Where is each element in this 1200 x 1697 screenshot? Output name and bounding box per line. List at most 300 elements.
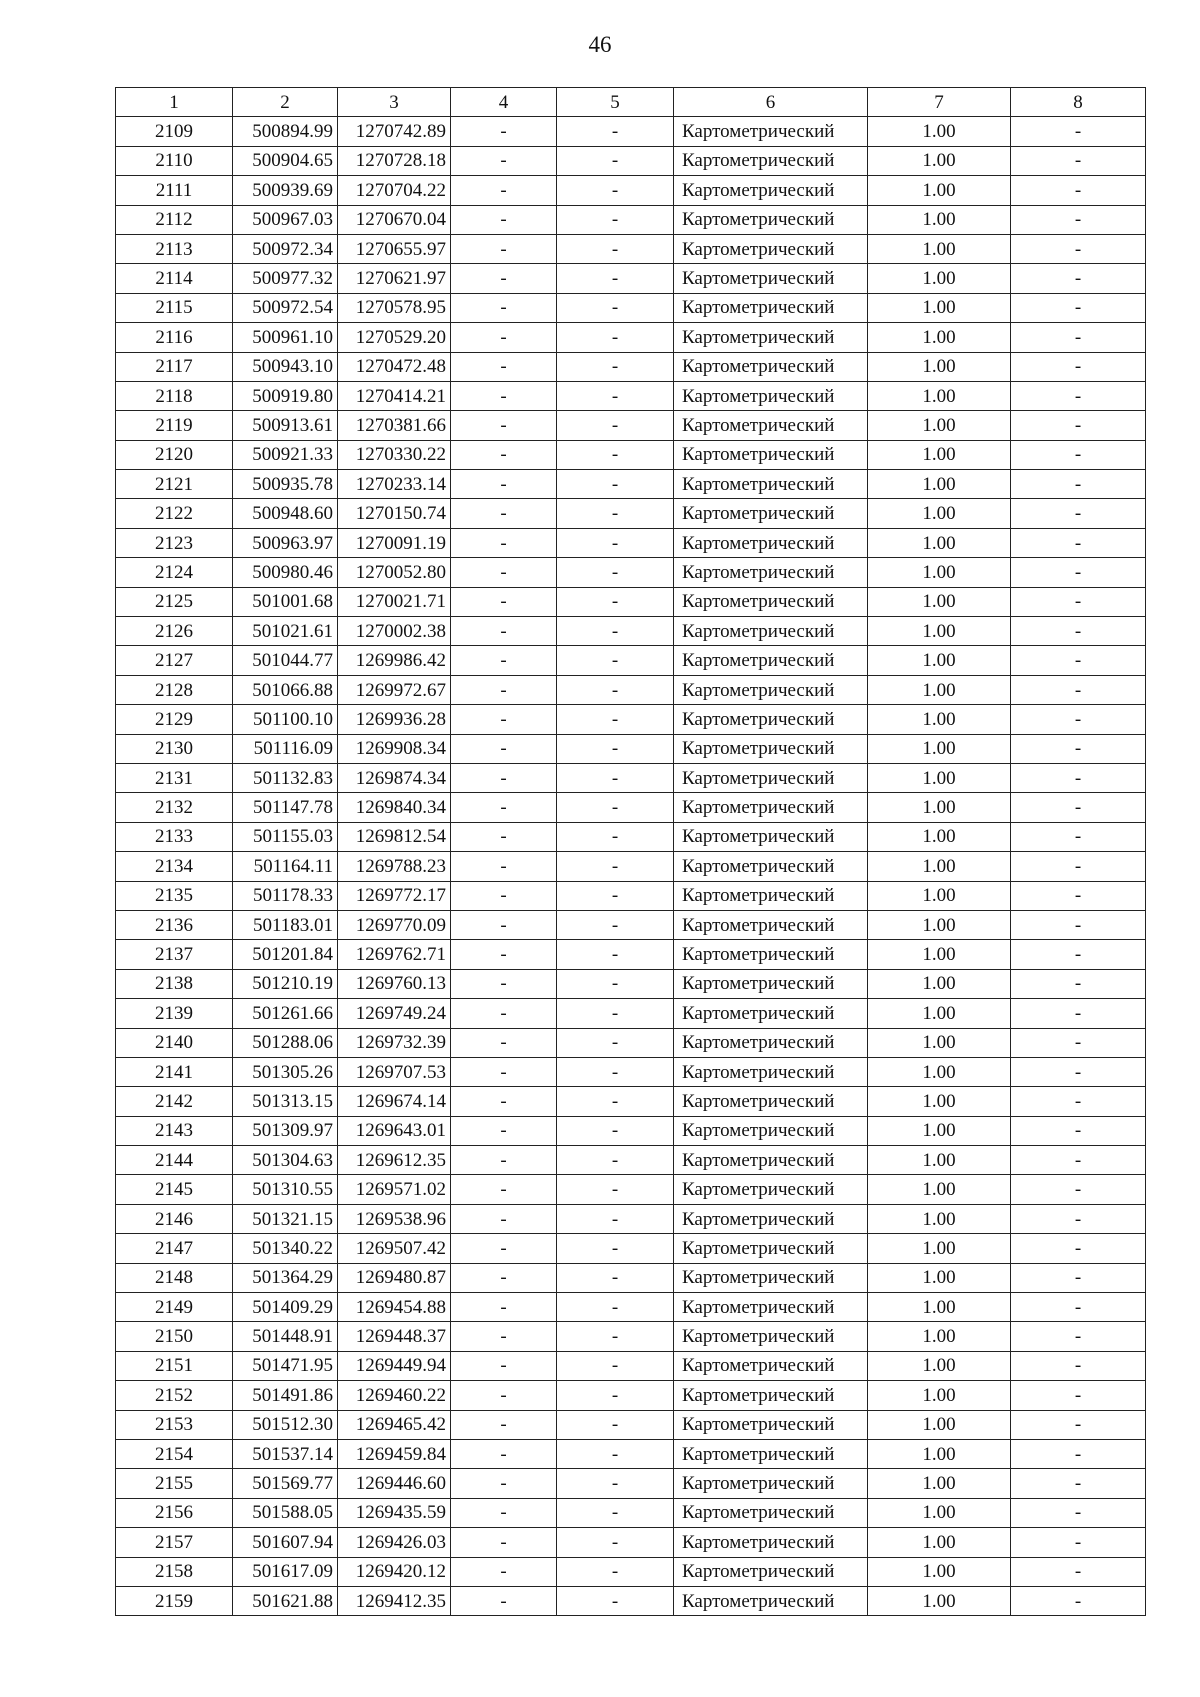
cell-accuracy: 1.00 xyxy=(868,117,1011,146)
cell-col-4: - xyxy=(451,352,557,381)
table-row xyxy=(116,558,1146,587)
cell-point-number: 2159 xyxy=(116,1586,233,1615)
cell-y-coordinate: 1270021.71 xyxy=(338,587,451,616)
cell-col-5: - xyxy=(557,1498,674,1527)
cell-method: Картометрический xyxy=(674,264,868,293)
table-row xyxy=(116,881,1146,910)
table-row xyxy=(116,528,1146,557)
table-row xyxy=(116,1381,1146,1410)
cell-y-coordinate: 1269480.87 xyxy=(338,1263,451,1292)
cell-method: Картометрический xyxy=(674,1204,868,1233)
cell-x-coordinate: 501471.95 xyxy=(233,1351,338,1380)
cell-col-4: - xyxy=(451,1204,557,1233)
cell-col-5: - xyxy=(557,1087,674,1116)
cell-y-coordinate: 1269840.34 xyxy=(338,793,451,822)
cell-y-coordinate: 1270728.18 xyxy=(338,146,451,175)
cell-point-number: 2113 xyxy=(116,234,233,263)
cell-col-5: - xyxy=(557,646,674,675)
cell-x-coordinate: 500980.46 xyxy=(233,558,338,587)
cell-col-4: - xyxy=(451,1586,557,1615)
table-row xyxy=(116,176,1146,205)
cell-accuracy: 1.00 xyxy=(868,1322,1011,1351)
cell-method: Картометрический xyxy=(674,1381,868,1410)
table-row xyxy=(116,822,1146,851)
table-row xyxy=(116,675,1146,704)
cell-point-number: 2131 xyxy=(116,763,233,792)
table-row xyxy=(116,1263,1146,1292)
cell-accuracy: 1.00 xyxy=(868,470,1011,499)
cell-y-coordinate: 1269465.42 xyxy=(338,1410,451,1439)
cell-x-coordinate: 500963.97 xyxy=(233,528,338,557)
cell-method: Картометрический xyxy=(674,146,868,175)
cell-x-coordinate: 501617.09 xyxy=(233,1557,338,1586)
cell-y-coordinate: 1269507.42 xyxy=(338,1234,451,1263)
cell-method: Картометрический xyxy=(674,176,868,205)
cell-point-number: 2154 xyxy=(116,1439,233,1468)
cell-col-8: - xyxy=(1011,910,1146,939)
header-cell-1: 1 xyxy=(116,88,233,117)
cell-col-5: - xyxy=(557,852,674,881)
cell-point-number: 2110 xyxy=(116,146,233,175)
cell-point-number: 2149 xyxy=(116,1293,233,1322)
cell-y-coordinate: 1270381.66 xyxy=(338,411,451,440)
table-row xyxy=(116,1410,1146,1439)
cell-accuracy: 1.00 xyxy=(868,1293,1011,1322)
cell-col-4: - xyxy=(451,1557,557,1586)
cell-x-coordinate: 501309.97 xyxy=(233,1116,338,1145)
cell-col-4: - xyxy=(451,117,557,146)
table-row xyxy=(116,1351,1146,1380)
cell-y-coordinate: 1270414.21 xyxy=(338,381,451,410)
cell-y-coordinate: 1269448.37 xyxy=(338,1322,451,1351)
cell-point-number: 2112 xyxy=(116,205,233,234)
cell-col-8: - xyxy=(1011,940,1146,969)
cell-x-coordinate: 501210.19 xyxy=(233,969,338,998)
cell-x-coordinate: 500972.34 xyxy=(233,234,338,263)
table-row xyxy=(116,1204,1146,1233)
cell-y-coordinate: 1270150.74 xyxy=(338,499,451,528)
cell-method: Картометрический xyxy=(674,1498,868,1527)
cell-method: Картометрический xyxy=(674,1322,868,1351)
table-row xyxy=(116,411,1146,440)
cell-point-number: 2137 xyxy=(116,940,233,969)
table-row xyxy=(116,1293,1146,1322)
cell-col-5: - xyxy=(557,675,674,704)
cell-col-8: - xyxy=(1011,1322,1146,1351)
cell-x-coordinate: 501164.11 xyxy=(233,852,338,881)
cell-x-coordinate: 500943.10 xyxy=(233,352,338,381)
cell-col-8: - xyxy=(1011,440,1146,469)
cell-point-number: 2126 xyxy=(116,617,233,646)
cell-accuracy: 1.00 xyxy=(868,499,1011,528)
cell-point-number: 2121 xyxy=(116,470,233,499)
cell-x-coordinate: 501178.33 xyxy=(233,881,338,910)
cell-col-5: - xyxy=(557,293,674,322)
cell-accuracy: 1.00 xyxy=(868,1057,1011,1086)
cell-col-4: - xyxy=(451,1057,557,1086)
cell-col-5: - xyxy=(557,558,674,587)
table-row xyxy=(116,1116,1146,1145)
cell-col-4: - xyxy=(451,1528,557,1557)
cell-accuracy: 1.00 xyxy=(868,822,1011,851)
cell-accuracy: 1.00 xyxy=(868,646,1011,675)
cell-col-5: - xyxy=(557,1116,674,1145)
cell-y-coordinate: 1269612.35 xyxy=(338,1146,451,1175)
table-row xyxy=(116,1028,1146,1057)
table-row xyxy=(116,1439,1146,1468)
cell-col-8: - xyxy=(1011,617,1146,646)
table-row xyxy=(116,205,1146,234)
cell-col-5: - xyxy=(557,1293,674,1322)
cell-col-5: - xyxy=(557,969,674,998)
header-cell-6: 6 xyxy=(674,88,868,117)
cell-col-8: - xyxy=(1011,1057,1146,1086)
cell-accuracy: 1.00 xyxy=(868,558,1011,587)
table-row xyxy=(116,499,1146,528)
cell-col-5: - xyxy=(557,793,674,822)
cell-y-coordinate: 1269459.84 xyxy=(338,1439,451,1468)
cell-accuracy: 1.00 xyxy=(868,1557,1011,1586)
cell-accuracy: 1.00 xyxy=(868,205,1011,234)
cell-point-number: 2116 xyxy=(116,323,233,352)
cell-col-5: - xyxy=(557,352,674,381)
cell-col-5: - xyxy=(557,1146,674,1175)
cell-col-4: - xyxy=(451,1381,557,1410)
cell-col-4: - xyxy=(451,499,557,528)
cell-col-4: - xyxy=(451,852,557,881)
cell-y-coordinate: 1269749.24 xyxy=(338,999,451,1028)
table-row xyxy=(116,117,1146,146)
cell-y-coordinate: 1269446.60 xyxy=(338,1469,451,1498)
cell-col-8: - xyxy=(1011,1410,1146,1439)
cell-col-8: - xyxy=(1011,352,1146,381)
cell-accuracy: 1.00 xyxy=(868,1410,1011,1439)
cell-col-4: - xyxy=(451,1351,557,1380)
cell-col-8: - xyxy=(1011,1146,1146,1175)
cell-x-coordinate: 501512.30 xyxy=(233,1410,338,1439)
cell-col-4: - xyxy=(451,1146,557,1175)
cell-accuracy: 1.00 xyxy=(868,763,1011,792)
cell-col-4: - xyxy=(451,470,557,499)
cell-point-number: 2117 xyxy=(116,352,233,381)
cell-y-coordinate: 1269770.09 xyxy=(338,910,451,939)
cell-col-4: - xyxy=(451,558,557,587)
cell-y-coordinate: 1269674.14 xyxy=(338,1087,451,1116)
cell-col-4: - xyxy=(451,1028,557,1057)
cell-method: Картометрический xyxy=(674,352,868,381)
cell-point-number: 2142 xyxy=(116,1087,233,1116)
cell-y-coordinate: 1269571.02 xyxy=(338,1175,451,1204)
cell-col-5: - xyxy=(557,1381,674,1410)
cell-col-8: - xyxy=(1011,1263,1146,1292)
cell-col-4: - xyxy=(451,763,557,792)
table-row xyxy=(116,293,1146,322)
cell-col-5: - xyxy=(557,323,674,352)
cell-method: Картометрический xyxy=(674,1057,868,1086)
cell-x-coordinate: 500904.65 xyxy=(233,146,338,175)
cell-accuracy: 1.00 xyxy=(868,146,1011,175)
cell-accuracy: 1.00 xyxy=(868,1439,1011,1468)
cell-col-8: - xyxy=(1011,558,1146,587)
cell-col-4: - xyxy=(451,1175,557,1204)
cell-accuracy: 1.00 xyxy=(868,1028,1011,1057)
cell-col-4: - xyxy=(451,176,557,205)
cell-method: Картометрический xyxy=(674,1528,868,1557)
cell-accuracy: 1.00 xyxy=(868,176,1011,205)
cell-col-4: - xyxy=(451,323,557,352)
cell-col-8: - xyxy=(1011,1175,1146,1204)
cell-method: Картометрический xyxy=(674,763,868,792)
cell-col-8: - xyxy=(1011,176,1146,205)
cell-method: Картометрический xyxy=(674,1116,868,1145)
cell-point-number: 2118 xyxy=(116,381,233,410)
cell-col-4: - xyxy=(451,264,557,293)
cell-col-5: - xyxy=(557,940,674,969)
table-row xyxy=(116,381,1146,410)
cell-col-4: - xyxy=(451,1234,557,1263)
cell-y-coordinate: 1270233.14 xyxy=(338,470,451,499)
cell-x-coordinate: 500913.61 xyxy=(233,411,338,440)
cell-col-8: - xyxy=(1011,1351,1146,1380)
header-cell-2: 2 xyxy=(233,88,338,117)
cell-method: Картометрический xyxy=(674,793,868,822)
table-header xyxy=(116,88,1146,117)
cell-method: Картометрический xyxy=(674,910,868,939)
cell-method: Картометрический xyxy=(674,323,868,352)
cell-accuracy: 1.00 xyxy=(868,1116,1011,1145)
cell-col-8: - xyxy=(1011,117,1146,146)
table-row xyxy=(116,763,1146,792)
cell-x-coordinate: 501569.77 xyxy=(233,1469,338,1498)
cell-col-8: - xyxy=(1011,1087,1146,1116)
cell-method: Картометрический xyxy=(674,528,868,557)
cell-col-5: - xyxy=(557,499,674,528)
cell-x-coordinate: 501313.15 xyxy=(233,1087,338,1116)
cell-point-number: 2144 xyxy=(116,1146,233,1175)
cell-y-coordinate: 1269788.23 xyxy=(338,852,451,881)
table-row xyxy=(116,1528,1146,1557)
cell-col-5: - xyxy=(557,999,674,1028)
cell-point-number: 2115 xyxy=(116,293,233,322)
table-row xyxy=(116,940,1146,969)
cell-col-5: - xyxy=(557,411,674,440)
cell-point-number: 2139 xyxy=(116,999,233,1028)
cell-method: Картометрический xyxy=(674,999,868,1028)
table-row xyxy=(116,705,1146,734)
table-row xyxy=(116,1175,1146,1204)
cell-x-coordinate: 501183.01 xyxy=(233,910,338,939)
cell-y-coordinate: 1269449.94 xyxy=(338,1351,451,1380)
cell-col-8: - xyxy=(1011,205,1146,234)
cell-point-number: 2145 xyxy=(116,1175,233,1204)
cell-method: Картометрический xyxy=(674,117,868,146)
cell-col-8: - xyxy=(1011,499,1146,528)
cell-col-5: - xyxy=(557,617,674,646)
cell-method: Картометрический xyxy=(674,1293,868,1322)
cell-col-5: - xyxy=(557,1469,674,1498)
cell-x-coordinate: 501409.29 xyxy=(233,1293,338,1322)
cell-col-5: - xyxy=(557,1204,674,1233)
cell-col-8: - xyxy=(1011,1557,1146,1586)
cell-col-8: - xyxy=(1011,264,1146,293)
cell-method: Картометрический xyxy=(674,734,868,763)
cell-col-5: - xyxy=(557,734,674,763)
cell-col-4: - xyxy=(451,1410,557,1439)
cell-point-number: 2155 xyxy=(116,1469,233,1498)
cell-point-number: 2152 xyxy=(116,1381,233,1410)
cell-accuracy: 1.00 xyxy=(868,587,1011,616)
cell-x-coordinate: 501491.86 xyxy=(233,1381,338,1410)
cell-x-coordinate: 501448.91 xyxy=(233,1322,338,1351)
cell-col-8: - xyxy=(1011,999,1146,1028)
cell-col-8: - xyxy=(1011,1116,1146,1145)
cell-point-number: 2132 xyxy=(116,793,233,822)
cell-x-coordinate: 501132.83 xyxy=(233,763,338,792)
table-row xyxy=(116,999,1146,1028)
cell-x-coordinate: 501305.26 xyxy=(233,1057,338,1086)
cell-col-5: - xyxy=(557,1028,674,1057)
cell-point-number: 2148 xyxy=(116,1263,233,1292)
cell-col-8: - xyxy=(1011,763,1146,792)
cell-col-5: - xyxy=(557,205,674,234)
cell-col-8: - xyxy=(1011,293,1146,322)
cell-col-4: - xyxy=(451,969,557,998)
cell-col-5: - xyxy=(557,176,674,205)
cell-method: Картометрический xyxy=(674,234,868,263)
table-row xyxy=(116,1146,1146,1175)
cell-accuracy: 1.00 xyxy=(868,734,1011,763)
cell-point-number: 2124 xyxy=(116,558,233,587)
cell-col-5: - xyxy=(557,1351,674,1380)
cell-point-number: 2143 xyxy=(116,1116,233,1145)
cell-point-number: 2146 xyxy=(116,1204,233,1233)
cell-col-8: - xyxy=(1011,411,1146,440)
cell-col-5: - xyxy=(557,117,674,146)
cell-col-5: - xyxy=(557,234,674,263)
cell-point-number: 2125 xyxy=(116,587,233,616)
cell-accuracy: 1.00 xyxy=(868,1586,1011,1615)
cell-x-coordinate: 501147.78 xyxy=(233,793,338,822)
cell-x-coordinate: 501537.14 xyxy=(233,1439,338,1468)
cell-method: Картометрический xyxy=(674,852,868,881)
cell-col-8: - xyxy=(1011,1204,1146,1233)
cell-point-number: 2123 xyxy=(116,528,233,557)
table-row xyxy=(116,1586,1146,1615)
table-row xyxy=(116,1557,1146,1586)
cell-method: Картометрический xyxy=(674,969,868,998)
cell-col-8: - xyxy=(1011,969,1146,998)
cell-x-coordinate: 501304.63 xyxy=(233,1146,338,1175)
cell-point-number: 2114 xyxy=(116,264,233,293)
cell-col-4: - xyxy=(451,411,557,440)
cell-point-number: 2109 xyxy=(116,117,233,146)
cell-x-coordinate: 501116.09 xyxy=(233,734,338,763)
cell-x-coordinate: 501021.61 xyxy=(233,617,338,646)
header-cell-8: 8 xyxy=(1011,88,1146,117)
cell-accuracy: 1.00 xyxy=(868,1234,1011,1263)
cell-col-4: - xyxy=(451,205,557,234)
cell-col-8: - xyxy=(1011,381,1146,410)
cell-col-8: - xyxy=(1011,146,1146,175)
table-row xyxy=(116,910,1146,939)
cell-method: Картометрический xyxy=(674,940,868,969)
cell-method: Картометрический xyxy=(674,1146,868,1175)
cell-y-coordinate: 1269643.01 xyxy=(338,1116,451,1145)
cell-point-number: 2134 xyxy=(116,852,233,881)
cell-method: Картометрический xyxy=(674,1439,868,1468)
cell-point-number: 2158 xyxy=(116,1557,233,1586)
cell-point-number: 2111 xyxy=(116,176,233,205)
cell-method: Картометрический xyxy=(674,1351,868,1380)
table-row xyxy=(116,646,1146,675)
cell-accuracy: 1.00 xyxy=(868,969,1011,998)
cell-col-8: - xyxy=(1011,705,1146,734)
cell-col-4: - xyxy=(451,793,557,822)
table-row xyxy=(116,1498,1146,1527)
cell-point-number: 2140 xyxy=(116,1028,233,1057)
cell-col-5: - xyxy=(557,1528,674,1557)
cell-col-4: - xyxy=(451,1116,557,1145)
cell-point-number: 2127 xyxy=(116,646,233,675)
cell-col-4: - xyxy=(451,293,557,322)
cell-col-5: - xyxy=(557,381,674,410)
cell-col-4: - xyxy=(451,1263,557,1292)
cell-accuracy: 1.00 xyxy=(868,352,1011,381)
cell-point-number: 2119 xyxy=(116,411,233,440)
cell-col-5: - xyxy=(557,1263,674,1292)
cell-method: Картометрический xyxy=(674,381,868,410)
cell-point-number: 2133 xyxy=(116,822,233,851)
cell-accuracy: 1.00 xyxy=(868,234,1011,263)
header-row xyxy=(116,88,1146,117)
cell-accuracy: 1.00 xyxy=(868,293,1011,322)
cell-col-8: - xyxy=(1011,822,1146,851)
cell-y-coordinate: 1269762.71 xyxy=(338,940,451,969)
cell-col-8: - xyxy=(1011,1528,1146,1557)
cell-accuracy: 1.00 xyxy=(868,793,1011,822)
cell-col-5: - xyxy=(557,1057,674,1086)
cell-col-4: - xyxy=(451,646,557,675)
cell-y-coordinate: 1269435.59 xyxy=(338,1498,451,1527)
cell-method: Картометрический xyxy=(674,499,868,528)
cell-accuracy: 1.00 xyxy=(868,940,1011,969)
table-row xyxy=(116,234,1146,263)
cell-col-8: - xyxy=(1011,1293,1146,1322)
cell-point-number: 2153 xyxy=(116,1410,233,1439)
cell-col-4: - xyxy=(451,1498,557,1527)
cell-point-number: 2122 xyxy=(116,499,233,528)
cell-x-coordinate: 501261.66 xyxy=(233,999,338,1028)
cell-col-5: - xyxy=(557,1410,674,1439)
cell-y-coordinate: 1269732.39 xyxy=(338,1028,451,1057)
cell-point-number: 2150 xyxy=(116,1322,233,1351)
cell-point-number: 2135 xyxy=(116,881,233,910)
cell-col-5: - xyxy=(557,440,674,469)
cell-col-4: - xyxy=(451,617,557,646)
cell-x-coordinate: 501607.94 xyxy=(233,1528,338,1557)
cell-x-coordinate: 500972.54 xyxy=(233,293,338,322)
table-row xyxy=(116,264,1146,293)
cell-point-number: 2157 xyxy=(116,1528,233,1557)
cell-col-4: - xyxy=(451,675,557,704)
cell-method: Картометрический xyxy=(674,1469,868,1498)
cell-y-coordinate: 1269426.03 xyxy=(338,1528,451,1557)
cell-method: Картометрический xyxy=(674,1410,868,1439)
cell-point-number: 2147 xyxy=(116,1234,233,1263)
cell-col-8: - xyxy=(1011,587,1146,616)
cell-accuracy: 1.00 xyxy=(868,999,1011,1028)
cell-col-4: - xyxy=(451,910,557,939)
